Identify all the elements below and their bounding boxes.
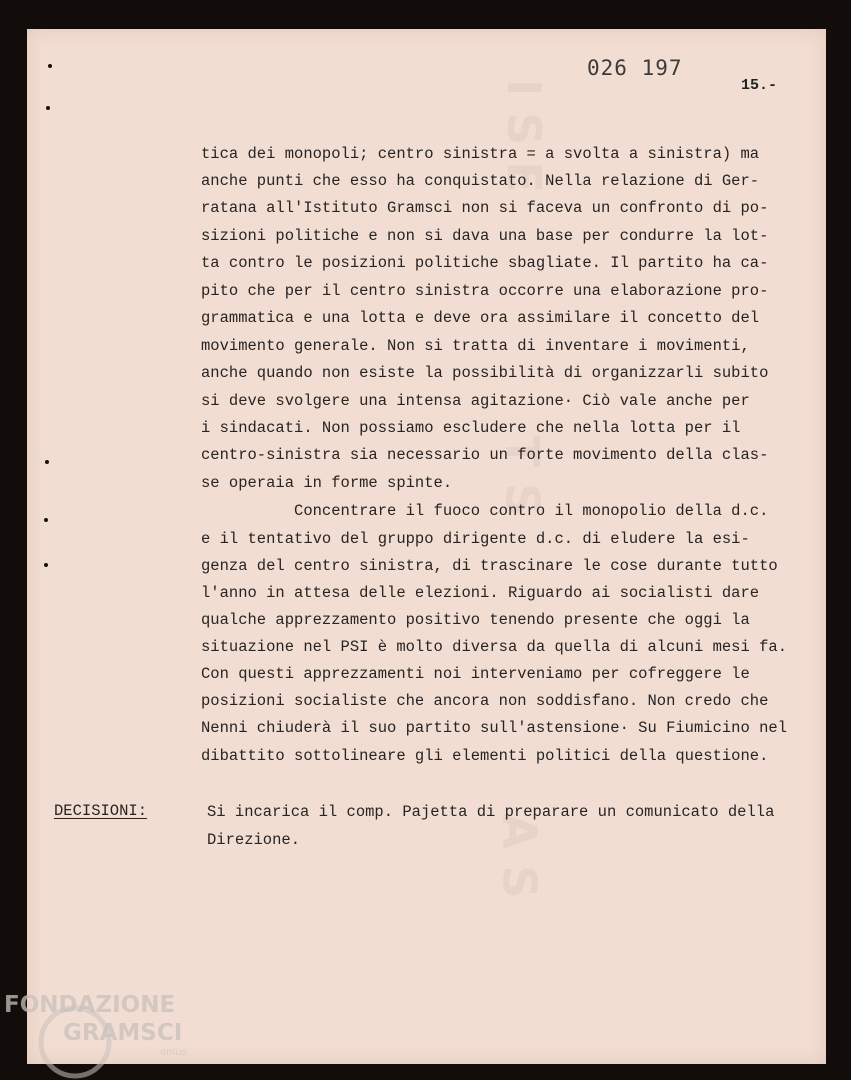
body-line: genza del centro sinistra, di trascinare le cose durante tutto [201,557,778,575]
punch-mark [48,64,52,68]
decisions-label: DECISIONI: [54,802,148,820]
body-line: situazione nel PSI è molto diversa da quella di alcuni mesi fa. [201,638,787,656]
body-line: anche punti che esso ha conquistato. Nella relazione di Ger- [201,172,760,190]
body-line: dibattito sottolineare gli elementi politici della questione. [201,747,769,765]
body-line: movimento generale. Non si tratta di inventare i movimenti, [201,337,750,355]
decision-line: Si incarica il comp. Pajetta di preparare un comunicato della [207,803,775,821]
punch-mark [44,518,48,522]
body-line: l'anno in attesa delle elezioni. Riguardo ai socialisti dare [201,584,760,602]
body-line: e il tentativo del gruppo dirigente d.c. di eludere la esi- [201,530,750,548]
body-line: tica dei monopoli; centro sinistra = a svolta a sinistra) ma [201,145,760,163]
body-line: grammatica e una lotta e deve ora assimilare il concetto del [201,309,760,327]
punch-mark [46,106,50,110]
body-line: posizioni socialiste che ancora non soddisfano. Non credo che [201,692,769,710]
punch-mark [44,563,48,567]
body-line: Nenni chiuderà il suo partito sull'astensione· Su Fiumicino nel [201,719,787,737]
watermark-line-2: GRAMSCI [63,1020,183,1046]
page-number: 15.- [741,77,778,94]
watermark-line-1: FONDAZIONE [4,992,176,1018]
body-line: ratana all'Istituto Gramsci non si faceva un confronto di po- [201,199,769,217]
body-line: Con questi apprezzamenti noi interveniamo per cofreggere le [201,665,750,683]
body-line: anche quando non esiste la possibilità di organizzarli subito [201,364,769,382]
body-line: se operaia in forme spinte. [201,474,453,492]
decision-line: Direzione. [207,831,301,849]
body-line: centro-sinistra sia necessario un forte movimento della clas- [201,446,769,464]
body-line: si deve svolgere una intensa agitazione· Ciò vale anche per [201,392,750,410]
body-line: ta contro le posizioni politiche sbagliate. Il partito ha ca- [201,254,769,272]
body-line: sizioni politiche e non si dava una base per condurre la lot- [201,227,769,245]
paper-bleedthrough: I S E T S A S [492,79,551,899]
watermark-line-3: onlus [160,1047,187,1058]
serial-number: 026 197 [587,56,683,80]
body-line: pito che per il centro sinistra occorre una elaborazione pro- [201,282,769,300]
punch-mark [45,460,49,464]
body-line: qualche apprezzamento positivo tenendo presente che oggi la [201,611,750,629]
body-line: Concentrare il fuoco contro il monopolio della d.c. [201,502,769,520]
body-line: i sindacati. Non possiamo escludere che nella lotta per il [201,419,741,437]
